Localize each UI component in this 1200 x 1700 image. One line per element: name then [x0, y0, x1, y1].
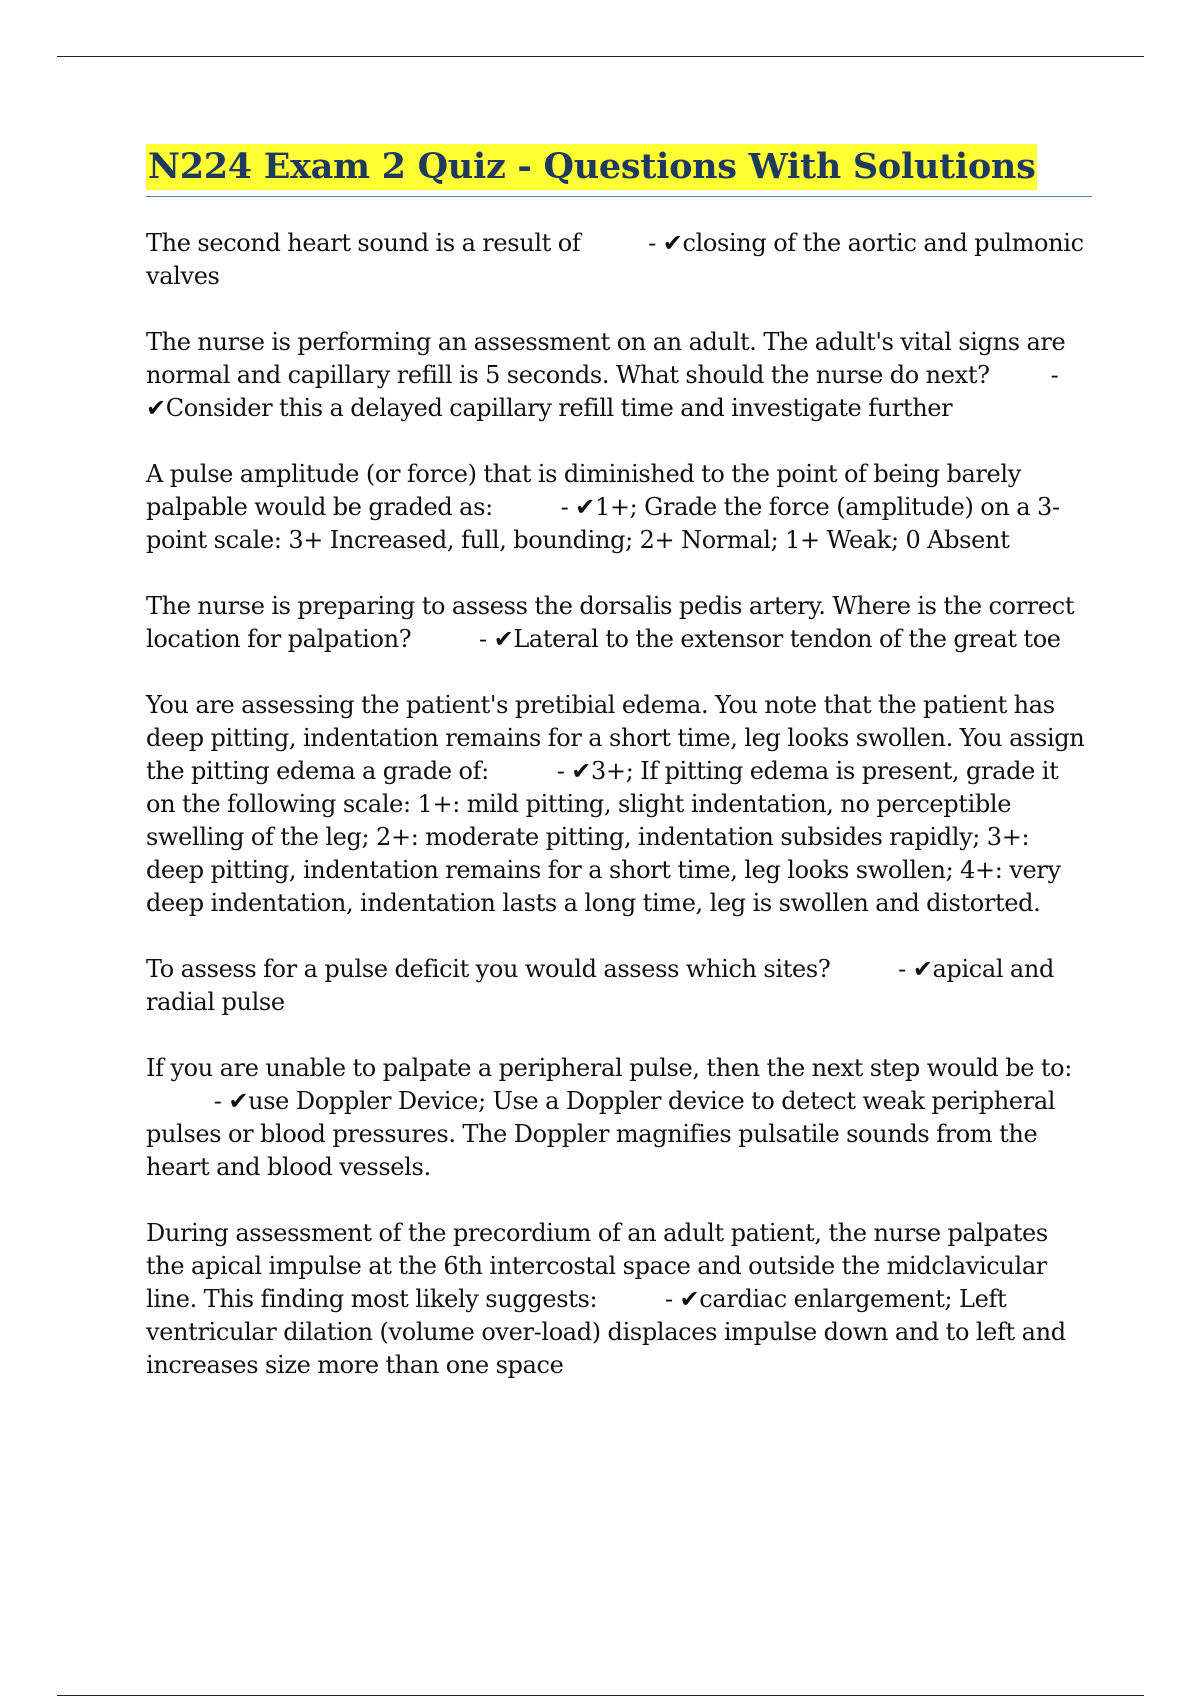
qa-item-4	[146, 590, 1092, 656]
answer-text: 3+; If pitting edema is present, grade it on the following scale: 1+: mild pitting, slight indentation, no perceptible swelling of the leg; 2+: moderate pitting, indentation subsides rapidly; 3+: deep pitting, indentation remains for a short time, leg looks swollen; 4+: very deep indentation, indentation lasts a long time, leg is swollen and distorted.	[146, 757, 1061, 917]
answer-text: closing of the aortic and pulmonic valves	[146, 229, 1084, 290]
answer-text: apical and radial pulse	[146, 955, 1055, 1016]
qa-item-5	[146, 689, 1092, 920]
answer-marker: - ✔	[898, 955, 933, 983]
header-rule	[57, 56, 1144, 57]
qa-item-8	[146, 1217, 1092, 1382]
document-title: N224 Exam 2 Quiz - Questions With Solutions	[146, 144, 1037, 190]
qa-item-6	[146, 953, 1092, 1019]
answer-text: Lateral to the extensor tendon of the great toe	[513, 625, 1061, 653]
qa-item-2	[146, 326, 1092, 425]
answer-marker: - ✔	[146, 361, 1059, 422]
question-text: The nurse is preparing to assess the dorsalis pedis artery. Where is the correct location for palpation?	[146, 592, 1075, 653]
question-text: During assessment of the precordium of an adult patient, the nurse palpates the apical impulse at the 6th intercostal space and outside the midclavicular line. This finding most likely suggests:	[146, 1219, 1048, 1313]
question-text: A pulse amplitude (or force) that is diminished to the point of being barely palpable would be graded as:	[146, 460, 1021, 521]
question-text: If you are unable to palpate a peripheral pulse, then the next step would be to:	[146, 1054, 1072, 1082]
answer-marker: - ✔	[213, 1087, 249, 1115]
qa-item-3	[146, 458, 1092, 557]
answer-text: use Doppler Device; Use a Doppler device to detect weak peripheral pulses or blood pressures. The Doppler magnifies pulsatile sounds from the heart and blood vessels.	[146, 1087, 1056, 1181]
answer-marker: - ✔	[479, 625, 514, 653]
answer-marker: - ✔	[648, 229, 683, 257]
answer-text: 1+; Grade the force (amplitude) on a 3-point scale: 3+ Increased, full, bounding; 2+ Normal; 1+ Weak; 0 Absent	[146, 493, 1060, 554]
answer-marker: - ✔	[560, 493, 595, 521]
title-block	[146, 144, 1092, 197]
answer-text: cardiac enlargement; Left ventricular dilation (volume over-load) displaces impulse down and to left and increases size more than one space	[146, 1285, 1066, 1379]
question-text: You are assessing the patient's pretibial edema. You note that the patient has deep pitting, indentation remains for a short time, leg looks swollen. You assign the pitting edema a grade of:	[146, 691, 1085, 785]
answer-marker: - ✔	[664, 1285, 700, 1313]
qa-item-1	[146, 227, 1092, 293]
answer-text: Consider this a delayed capillary refill time and investigate further	[165, 394, 953, 422]
document-body	[146, 144, 1092, 1415]
footer-rule	[57, 1695, 1144, 1696]
answer-marker: - ✔	[556, 757, 592, 785]
question-text: The second heart sound is a result of	[146, 229, 581, 257]
question-text: To assess for a pulse deficit you would assess which sites?	[146, 955, 831, 983]
qa-item-7	[146, 1052, 1092, 1184]
question-text: The nurse is performing an assessment on an adult. The adult's vital signs are normal and capillary refill is 5 seconds. What should the nurse do next?	[146, 328, 1066, 389]
